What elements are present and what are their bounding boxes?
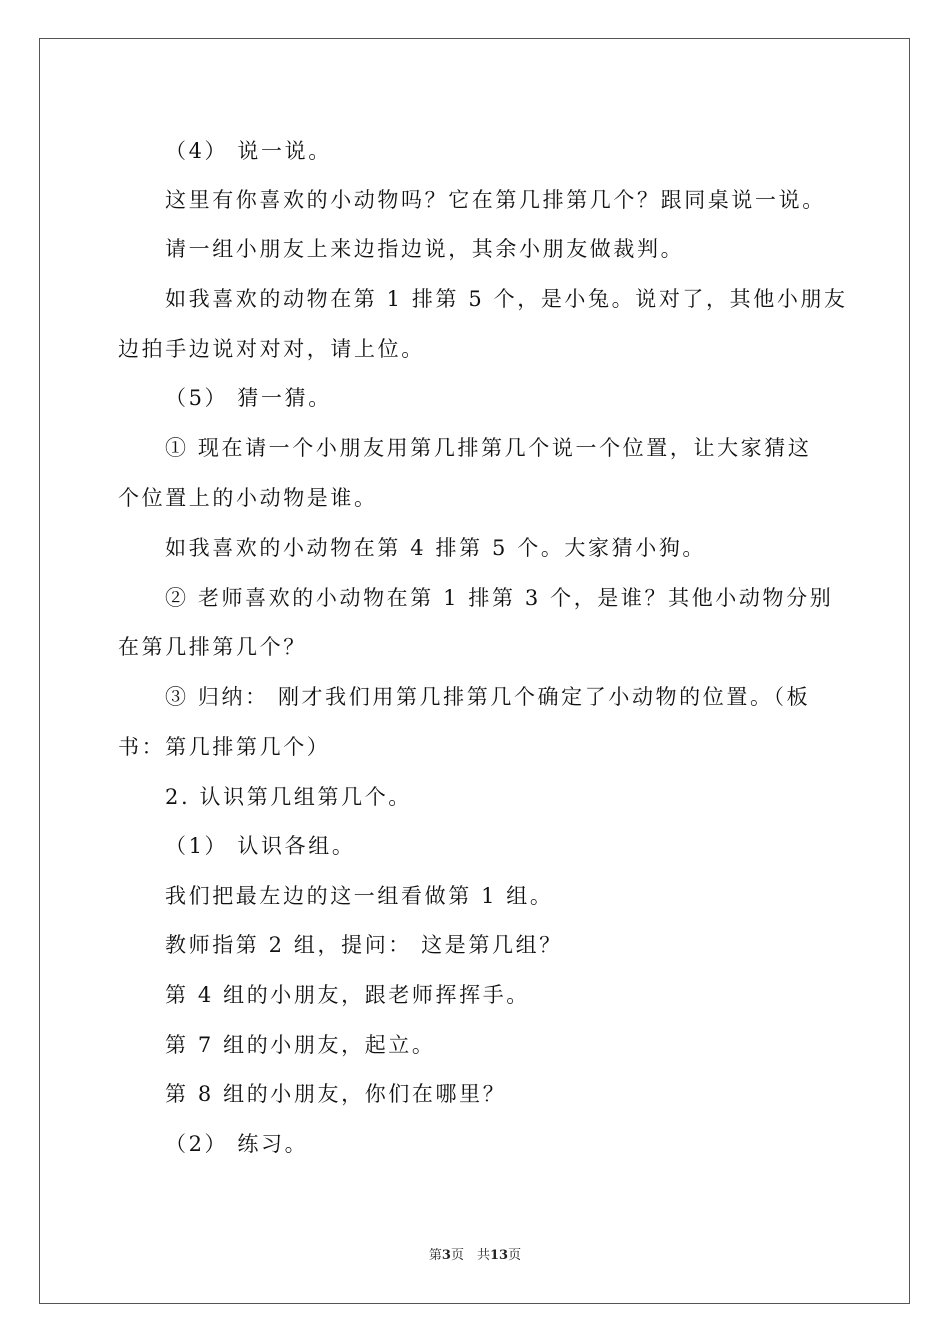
text-line-21: （2） 练习。	[165, 1132, 309, 1156]
text-line-3: 请一组小朋友上来边指边说，其余小朋友做裁判。	[165, 237, 685, 261]
text-line-18: 第 4 组的小朋友，跟老师挥挥手。	[165, 983, 530, 1007]
text-line-15: （1） 认识各组。	[165, 834, 356, 858]
text-line-19: 第 7 组的小朋友，起立。	[165, 1033, 436, 1057]
text-line-8: 个位置上的小动物是谁。	[118, 486, 378, 510]
text-line-20: 第 8 组的小朋友，你们在哪里？	[165, 1082, 507, 1106]
text-line-12: ③ 归纳： 刚才我们用第几排第几个确定了小动物的位置。（板	[165, 685, 811, 709]
footer-page-number: 3	[441, 1248, 451, 1263]
text-line-13: 书：第几排第几个）	[118, 735, 331, 759]
text-line-7: ① 现在请一个小朋友用第几排第几个说一个位置，让大家猜这	[165, 436, 812, 460]
footer-suffix: 页	[508, 1248, 522, 1263]
text-line-17: 教师指第 2 组，提问： 这是第几组？	[165, 933, 563, 957]
text-line-6: （5） 猜一猜。	[165, 386, 332, 410]
text-line-2: 这里有你喜欢的小动物吗？它在第几排第几个？跟同桌说一说。	[165, 188, 826, 212]
footer-total-pages: 13	[489, 1248, 509, 1263]
text-line-1: （4） 说一说。	[165, 139, 332, 163]
text-line-14: 2. 认识第几组第几个。	[165, 785, 412, 809]
page-frame	[39, 38, 910, 1304]
text-line-5: 边拍手边说对对对，请上位。	[118, 337, 425, 361]
page-footer	[0, 1247, 950, 1265]
footer-mid: 页 共	[450, 1248, 490, 1263]
footer-prefix: 第	[428, 1248, 442, 1263]
text-line-4: 如我喜欢的动物在第 1 排第 5 个，是小兔。说对了，其他小朋友	[165, 287, 848, 311]
text-line-10: ② 老师喜欢的小动物在第 1 排第 3 个，是谁？其他小动物分别	[165, 586, 834, 610]
text-line-16: 我们把最左边的这一组看做第 1 组。	[165, 884, 554, 908]
text-line-9: 如我喜欢的小动物在第 4 排第 5 个。大家猜小狗。	[165, 536, 707, 560]
text-line-11: 在第几排第几个？	[118, 635, 307, 659]
